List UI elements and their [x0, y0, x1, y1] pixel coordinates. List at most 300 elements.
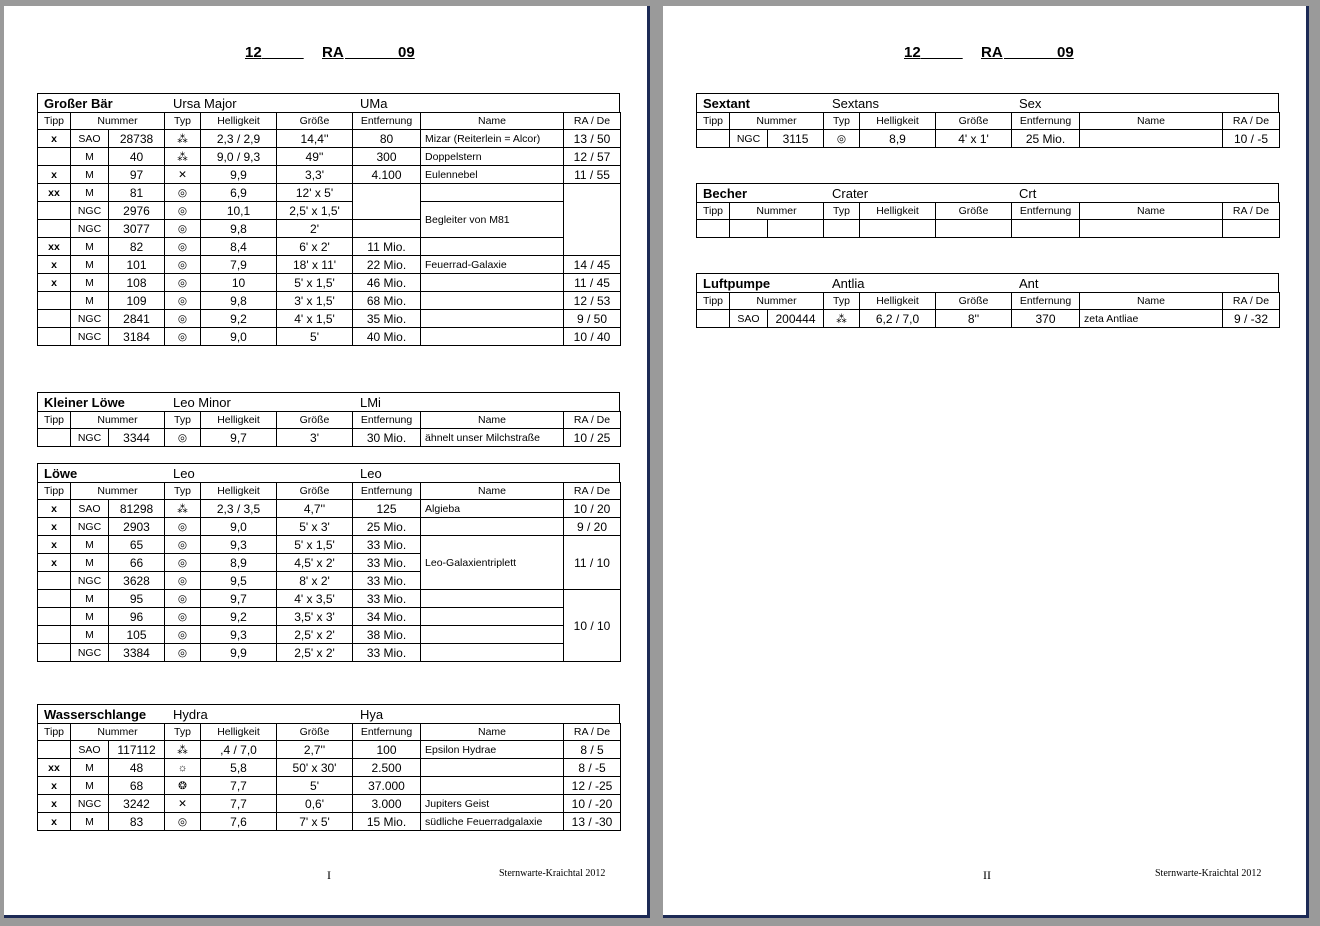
col-name-header: Name: [421, 724, 564, 741]
column-header-row: [38, 113, 621, 130]
constellation-header: [696, 93, 1279, 112]
object-name-cell: [421, 328, 564, 346]
constellation-latin-name: Antlia: [832, 276, 865, 291]
table-row: [38, 536, 621, 554]
ra-de-cell: 12 / 53: [564, 292, 621, 310]
column-header-row: [697, 293, 1280, 310]
constellation-german-name: Becher: [703, 186, 748, 201]
col-entfernung-header: Entfernung: [353, 483, 421, 500]
col-tipp-header: Tipp: [38, 113, 71, 130]
number-cell: 2903: [109, 518, 165, 536]
constellation-german-name: Luftpumpe: [703, 276, 771, 291]
catalog-cell: NGC: [71, 518, 109, 536]
objects-table: [696, 202, 1280, 238]
catalog-cell: [730, 220, 768, 238]
catalog-cell: SAO: [730, 310, 768, 328]
table-row: [38, 328, 621, 346]
magnitude-cell: 9,0: [201, 328, 277, 346]
constellation-block-sextans: [696, 93, 1279, 148]
magnitude-cell: 8,9: [201, 554, 277, 572]
magnitude-cell: 8,9: [860, 130, 936, 148]
distance-cell: 300: [353, 148, 421, 166]
distance-cell: 370: [1012, 310, 1080, 328]
catalog-cell: M: [71, 590, 109, 608]
size-cell: 6' x 2': [277, 238, 353, 256]
constellation-header: [696, 183, 1279, 202]
number-cell: 101: [109, 256, 165, 274]
magnitude-cell: 7,7: [201, 795, 277, 813]
magnitude-cell: 9,7: [201, 590, 277, 608]
col-typ-header: Typ: [165, 483, 201, 500]
number-cell: 96: [109, 608, 165, 626]
magnitude-cell: 7,7: [201, 777, 277, 795]
distance-cell: 33 Mio.: [353, 644, 421, 662]
catalog-cell: NGC: [730, 130, 768, 148]
catalog-cell: M: [71, 292, 109, 310]
table-row: [38, 590, 621, 608]
distance-cell: 37.000: [353, 777, 421, 795]
type-icon: ◎: [165, 644, 201, 662]
object-name-cell: Leo-Galaxientriplett: [421, 536, 564, 590]
ra-de-cell: 13 / 50: [564, 130, 621, 148]
header-month: 12: [245, 44, 262, 61]
type-icon: ◎: [165, 554, 201, 572]
distance-cell: 22 Mio.: [353, 256, 421, 274]
col-name-header: Name: [1080, 203, 1223, 220]
tipp-cell: [38, 202, 71, 220]
table-row: [38, 256, 621, 274]
type-icon: ◎: [165, 328, 201, 346]
table-row: [38, 741, 621, 759]
tipp-cell: x: [38, 518, 71, 536]
tipp-cell: [38, 644, 71, 662]
magnitude-cell: 8,4: [201, 238, 277, 256]
type-icon: ◎: [165, 310, 201, 328]
constellation-block-ursa-major: [37, 93, 620, 346]
table-row: [38, 274, 621, 292]
number-cell: 65: [109, 536, 165, 554]
col-groesse-header: Größe: [277, 483, 353, 500]
ra-de-cell: [1223, 220, 1280, 238]
constellation-latin-name: Ursa Major: [173, 96, 237, 111]
ra-de-cell: 10 / -5: [1223, 130, 1280, 148]
magnitude-cell: 10: [201, 274, 277, 292]
number-cell: 3384: [109, 644, 165, 662]
magnitude-cell: 9,3: [201, 626, 277, 644]
objects-table: [37, 482, 621, 662]
type-icon: ✕: [165, 166, 201, 184]
column-header-row: [38, 724, 621, 741]
catalog-cell: M: [71, 148, 109, 166]
tipp-cell: [38, 292, 71, 310]
number-cell: 68: [109, 777, 165, 795]
type-icon: ◎: [165, 256, 201, 274]
object-name-cell: [421, 518, 564, 536]
distance-cell: [353, 220, 421, 238]
size-cell: 2': [277, 220, 353, 238]
ra-de-cell: 10 / 10: [564, 590, 621, 662]
page-2: [663, 6, 1309, 918]
constellation-abbreviation: Sex: [1019, 96, 1042, 111]
magnitude-cell: ,4 / 7,0: [201, 741, 277, 759]
col-entfernung-header: Entfernung: [1012, 113, 1080, 130]
constellation-latin-name: Sextans: [832, 96, 879, 111]
col-helligkeit-header: Helligkeit: [201, 483, 277, 500]
tipp-cell: x: [38, 274, 71, 292]
constellation-abbreviation: LMi: [360, 395, 381, 410]
constellation-header: [696, 273, 1279, 292]
type-icon: ◎: [165, 429, 201, 447]
type-icon: ◎: [165, 536, 201, 554]
col-entfernung-header: Entfernung: [353, 412, 421, 429]
col-name-header: Name: [421, 483, 564, 500]
number-cell: 82: [109, 238, 165, 256]
magnitude-cell: 9,2: [201, 608, 277, 626]
col-ra-de-header: RA / De: [1223, 113, 1280, 130]
col-tipp-header: Tipp: [38, 412, 71, 429]
col-groesse-header: Größe: [936, 113, 1012, 130]
distance-cell: 100: [353, 741, 421, 759]
distance-cell: 4.100: [353, 166, 421, 184]
objects-table: [37, 411, 621, 447]
header-ra: RA: [981, 44, 1003, 61]
objects-table: [696, 112, 1280, 148]
page-1: [4, 6, 650, 918]
number-cell: 83: [109, 813, 165, 831]
magnitude-cell: 9,5: [201, 572, 277, 590]
table-row: [38, 202, 621, 220]
type-icon: ◎: [165, 626, 201, 644]
number-cell: 3242: [109, 795, 165, 813]
ra-de-cell: 9 / 20: [564, 518, 621, 536]
object-name-cell: [1080, 130, 1223, 148]
magnitude-cell: 9,9: [201, 644, 277, 662]
col-helligkeit-header: Helligkeit: [860, 113, 936, 130]
ra-de-cell: 8 / 5: [564, 741, 621, 759]
number-cell: 40: [109, 148, 165, 166]
object-name-cell: [421, 644, 564, 662]
type-icon: ⁂: [824, 310, 860, 328]
header-month: 12: [904, 44, 921, 61]
col-nummer-header: Nummer: [71, 724, 165, 741]
object-name-cell: Feuerrad-Galaxie: [421, 256, 564, 274]
magnitude-cell: 9,2: [201, 310, 277, 328]
catalog-cell: M: [71, 759, 109, 777]
catalog-cell: NGC: [71, 572, 109, 590]
number-cell: [768, 220, 824, 238]
size-cell: 3,5' x 3': [277, 608, 353, 626]
tipp-cell: [38, 741, 71, 759]
page-number: II: [983, 868, 991, 882]
column-header-row: [38, 412, 621, 429]
ra-de-cell: 13 / -30: [564, 813, 621, 831]
col-ra-de-header: RA / De: [1223, 203, 1280, 220]
col-nummer-header: Nummer: [71, 113, 165, 130]
size-cell: 4,5' x 2': [277, 554, 353, 572]
catalog-cell: SAO: [71, 500, 109, 518]
constellation-german-name: Wasserschlange: [44, 707, 147, 722]
tipp-cell: xx: [38, 184, 71, 202]
col-helligkeit-header: Helligkeit: [201, 412, 277, 429]
table-row: [697, 220, 1280, 238]
table-row: [38, 184, 621, 202]
col-name-header: Name: [421, 412, 564, 429]
table-row: [38, 310, 621, 328]
distance-cell: 33 Mio.: [353, 572, 421, 590]
object-name-cell: südliche Feuerradgalaxie: [421, 813, 564, 831]
magnitude-cell: 7,6: [201, 813, 277, 831]
magnitude-cell: 9,8: [201, 220, 277, 238]
distance-cell: 25 Mio.: [1012, 130, 1080, 148]
type-icon: ◎: [165, 608, 201, 626]
distance-cell: 34 Mio.: [353, 608, 421, 626]
object-name-cell: zeta Antliae: [1080, 310, 1223, 328]
object-name-cell: [421, 274, 564, 292]
col-tipp-header: Tipp: [697, 113, 730, 130]
type-icon: ◎: [165, 292, 201, 310]
tipp-cell: [697, 220, 730, 238]
table-row: [38, 813, 621, 831]
number-cell: 3077: [109, 220, 165, 238]
constellation-block-hydra: [37, 704, 620, 831]
footer-organization: Sternwarte-Kraichtal 2012: [1155, 868, 1262, 879]
constellation-german-name: Löwe: [44, 466, 78, 481]
tipp-cell: x: [38, 500, 71, 518]
table-row: [38, 166, 621, 184]
size-cell: 8'': [936, 310, 1012, 328]
catalog-cell: M: [71, 184, 109, 202]
distance-cell: 125: [353, 500, 421, 518]
number-cell: 2841: [109, 310, 165, 328]
catalog-cell: NGC: [71, 795, 109, 813]
distance-cell: 68 Mio.: [353, 292, 421, 310]
catalog-cell: NGC: [71, 644, 109, 662]
tipp-cell: x: [38, 256, 71, 274]
type-icon: ⁂: [165, 130, 201, 148]
number-cell: 81298: [109, 500, 165, 518]
col-nummer-header: Nummer: [730, 203, 824, 220]
ra-de-cell: 12 / 57: [564, 148, 621, 166]
type-icon: ◎: [165, 202, 201, 220]
magnitude-cell: 2,3 / 3,5: [201, 500, 277, 518]
tipp-cell: [38, 590, 71, 608]
type-icon: ◎: [165, 572, 201, 590]
distance-cell: 15 Mio.: [353, 813, 421, 831]
type-icon: ◎: [165, 518, 201, 536]
catalog-cell: M: [71, 626, 109, 644]
col-entfernung-header: Entfernung: [1012, 203, 1080, 220]
size-cell: 4' x 1,5': [277, 310, 353, 328]
object-name-cell: [421, 590, 564, 608]
table-row: [38, 759, 621, 777]
type-icon: ✕: [165, 795, 201, 813]
constellation-german-name: Sextant: [703, 96, 750, 111]
distance-cell: 3.000: [353, 795, 421, 813]
magnitude-cell: 6,9: [201, 184, 277, 202]
page-number: I: [327, 868, 331, 882]
size-cell: 7' x 5': [277, 813, 353, 831]
type-icon: ◎: [165, 813, 201, 831]
size-cell: 2,5' x 1,5': [277, 202, 353, 220]
magnitude-cell: 7,9: [201, 256, 277, 274]
footer-organization: Sternwarte-Kraichtal 2012: [499, 868, 606, 879]
constellation-latin-name: Hydra: [173, 707, 208, 722]
size-cell: [936, 220, 1012, 238]
number-cell: 117112: [109, 741, 165, 759]
tipp-cell: x: [38, 536, 71, 554]
tipp-cell: x: [38, 130, 71, 148]
catalog-cell: NGC: [71, 310, 109, 328]
col-typ-header: Typ: [165, 724, 201, 741]
tipp-cell: [697, 310, 730, 328]
constellation-latin-name: Crater: [832, 186, 869, 201]
size-cell: 4' x 1': [936, 130, 1012, 148]
col-ra-de-header: RA / De: [1223, 293, 1280, 310]
object-name-cell: [421, 292, 564, 310]
column-header-row: [697, 203, 1280, 220]
catalog-cell: M: [71, 256, 109, 274]
number-cell: 3115: [768, 130, 824, 148]
size-cell: 5': [277, 328, 353, 346]
magnitude-cell: 9,9: [201, 166, 277, 184]
constellation-header: [37, 463, 620, 482]
object-name-cell: Mizar (Reiterlein = Alcor): [421, 130, 564, 148]
header-hour: 09: [1057, 44, 1074, 61]
object-name-cell: [421, 626, 564, 644]
table-row: [38, 292, 621, 310]
size-cell: 50' x 30': [277, 759, 353, 777]
table-row: [38, 429, 621, 447]
magnitude-cell: 10,1: [201, 202, 277, 220]
type-icon: [824, 220, 860, 238]
object-name-cell: Doppelstern: [421, 148, 564, 166]
ra-de-cell: 14 / 45: [564, 256, 621, 274]
size-cell: 2,5' x 2': [277, 644, 353, 662]
size-cell: 4' x 3,5': [277, 590, 353, 608]
catalog-cell: M: [71, 813, 109, 831]
catalog-cell: SAO: [71, 741, 109, 759]
object-name-cell: Algieba: [421, 500, 564, 518]
table-row: [38, 238, 621, 256]
col-typ-header: Typ: [165, 113, 201, 130]
col-nummer-header: Nummer: [730, 293, 824, 310]
table-row: [38, 644, 621, 662]
magnitude-cell: 9,3: [201, 536, 277, 554]
col-groesse-header: Größe: [936, 293, 1012, 310]
col-name-header: Name: [1080, 113, 1223, 130]
number-cell: 108: [109, 274, 165, 292]
distance-cell: 40 Mio.: [353, 328, 421, 346]
header-ra: RA: [322, 44, 344, 61]
ra-de-cell: 11 / 45: [564, 274, 621, 292]
type-icon: ☼: [165, 759, 201, 777]
constellation-block-leo: [37, 463, 620, 662]
objects-table: [37, 723, 621, 831]
type-icon: ◎: [165, 184, 201, 202]
ra-de-cell: 8 / -5: [564, 759, 621, 777]
magnitude-cell: 2,3 / 2,9: [201, 130, 277, 148]
tipp-cell: [38, 608, 71, 626]
constellation-header: [37, 704, 620, 723]
tipp-cell: xx: [38, 759, 71, 777]
tipp-cell: [38, 626, 71, 644]
magnitude-cell: [860, 220, 936, 238]
size-cell: 5': [277, 777, 353, 795]
col-entfernung-header: Entfernung: [353, 724, 421, 741]
table-row: [38, 777, 621, 795]
number-cell: 3184: [109, 328, 165, 346]
number-cell: 200444: [768, 310, 824, 328]
objects-table: [37, 112, 621, 346]
size-cell: 18' x 11': [277, 256, 353, 274]
distance-cell: 35 Mio.: [353, 310, 421, 328]
catalog-cell: M: [71, 238, 109, 256]
distance-cell: 80: [353, 130, 421, 148]
ra-de-cell: 10 / -20: [564, 795, 621, 813]
object-name-cell: [421, 310, 564, 328]
type-icon: ◎: [824, 130, 860, 148]
catalog-cell: SAO: [71, 130, 109, 148]
type-icon: ◎: [165, 274, 201, 292]
catalog-cell: NGC: [71, 220, 109, 238]
catalog-cell: M: [71, 536, 109, 554]
number-cell: 3344: [109, 429, 165, 447]
object-name-cell: [421, 777, 564, 795]
col-groesse-header: Größe: [277, 113, 353, 130]
ra-de-cell: 11 / 55: [564, 166, 621, 184]
table-row: [38, 626, 621, 644]
tipp-cell: x: [38, 166, 71, 184]
header-hour: 09: [398, 44, 415, 61]
size-cell: 4,7'': [277, 500, 353, 518]
size-cell: 5' x 3': [277, 518, 353, 536]
tipp-cell: x: [38, 813, 71, 831]
tipp-cell: x: [38, 777, 71, 795]
table-row: [38, 795, 621, 813]
col-ra-de-header: RA / De: [564, 724, 621, 741]
distance-cell: 33 Mio.: [353, 554, 421, 572]
distance-cell: 33 Mio.: [353, 590, 421, 608]
tipp-cell: [38, 220, 71, 238]
constellation-block-leo-minor: [37, 392, 620, 447]
number-cell: 3628: [109, 572, 165, 590]
table-row: [38, 518, 621, 536]
constellation-abbreviation: UMa: [360, 96, 388, 111]
ra-de-cell: 10 / 40: [564, 328, 621, 346]
type-icon: ⁂: [165, 148, 201, 166]
size-cell: 5' x 1,5': [277, 536, 353, 554]
col-ra-de-header: RA / De: [564, 412, 621, 429]
size-cell: 2,5' x 2': [277, 626, 353, 644]
type-icon: ❂: [165, 777, 201, 795]
col-entfernung-header: Entfernung: [1012, 293, 1080, 310]
distance-cell: [1012, 220, 1080, 238]
object-name-cell: Eulennebel: [421, 166, 564, 184]
type-icon: ⁂: [165, 741, 201, 759]
catalog-cell: NGC: [71, 328, 109, 346]
col-tipp-header: Tipp: [697, 293, 730, 310]
object-name-cell: Epsilon Hydrae: [421, 741, 564, 759]
size-cell: 3': [277, 429, 353, 447]
constellation-latin-name: Leo Minor: [173, 395, 231, 410]
column-header-row: [697, 113, 1280, 130]
table-row: [38, 500, 621, 518]
col-tipp-header: Tipp: [38, 483, 71, 500]
number-cell: 109: [109, 292, 165, 310]
column-header-row: [38, 483, 621, 500]
object-name-cell: ähnelt unser Milchstraße: [421, 429, 564, 447]
constellation-abbreviation: Leo: [360, 466, 382, 481]
